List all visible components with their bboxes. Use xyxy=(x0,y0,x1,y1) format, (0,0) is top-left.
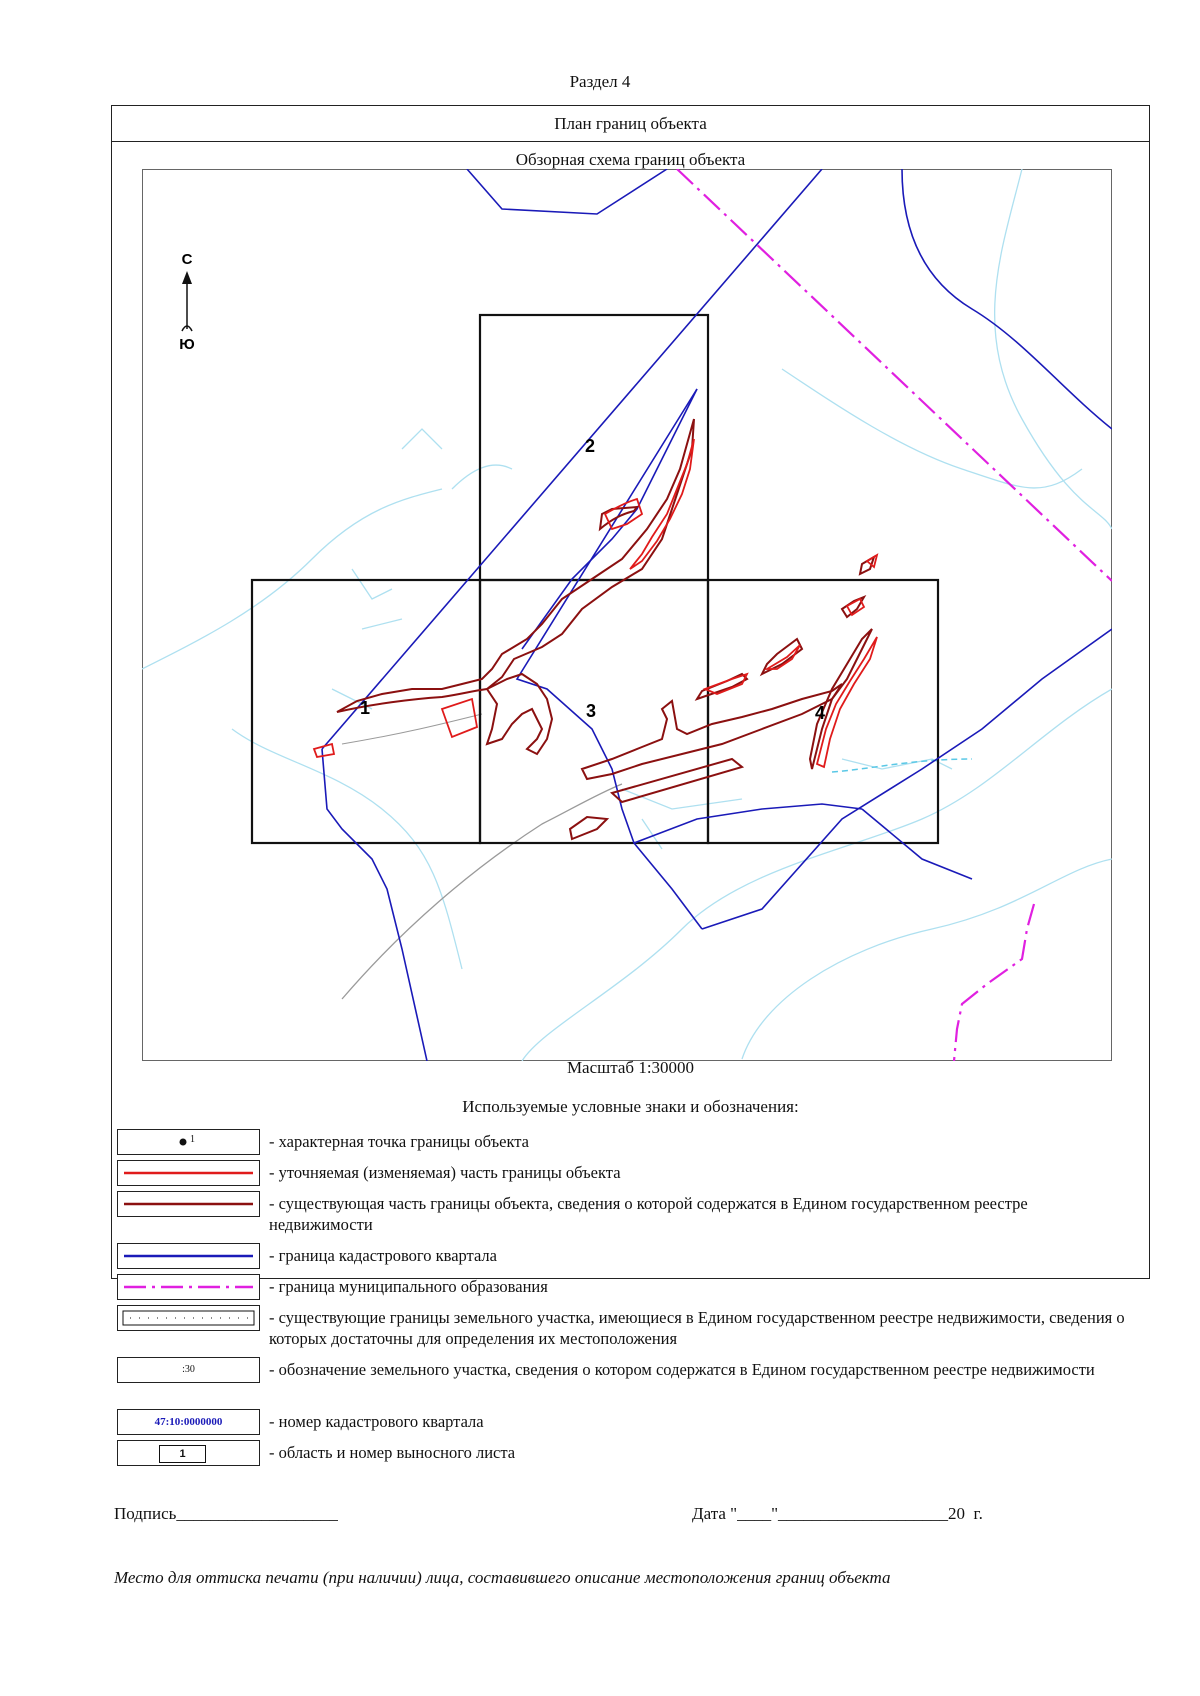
map-subtitle: Обзорная схема границ объекта xyxy=(515,150,746,169)
legend-symbol-magenta-dashdot xyxy=(117,1274,260,1300)
legend-title: Используемые условные знаки и обозначения: xyxy=(462,1097,799,1116)
sheet-number-2: 2 xyxy=(585,436,596,456)
legend-symbol-darkred-line xyxy=(117,1191,260,1217)
legend-text: - существующая часть границы объекта, сведения о которой содержатся в Едином государственном реестре недвижимости xyxy=(269,1194,1028,1234)
legend-parcel-label: :30 xyxy=(182,1364,195,1375)
legend-symbol-red-line xyxy=(117,1160,260,1186)
sheet-number-1: 1 xyxy=(360,698,371,718)
plan-frame xyxy=(111,105,1150,1587)
legend-text: - область и номер выносного листа xyxy=(269,1443,516,1462)
stamp-note: Место для оттиска печати (при наличии) лица, составившего описание местоположения границ объекта xyxy=(114,1568,891,1587)
sheet-number-4: 4 xyxy=(815,703,826,723)
legend-text: - уточняемая (изменяемая) часть границы объекта xyxy=(269,1163,621,1182)
legend-text: - существующие границы земельного участка, имеющиеся в Едином государственном реестре недвижимости, сведения о которых достаточны для определения их местоположения xyxy=(269,1308,1125,1348)
legend-symbol-point xyxy=(117,1129,260,1155)
signature-line: Подпись___________________ xyxy=(114,1504,338,1523)
legend-point-number: 1 xyxy=(190,1134,195,1145)
legend-text: - характерная точка границы объекта xyxy=(269,1132,529,1151)
legend-text: - номер кадастрового квартала xyxy=(269,1412,484,1431)
plan-header: План границ объекта xyxy=(112,106,1149,142)
legend-symbol-sheet-number xyxy=(117,1440,260,1466)
sheet-number-3: 3 xyxy=(586,701,597,721)
legend-text: - граница кадастрового квартала xyxy=(269,1246,497,1265)
map-scale: Масштаб 1:30000 xyxy=(566,1058,695,1077)
map-border xyxy=(143,170,1112,1061)
section-title: Раздел 4 xyxy=(569,72,631,91)
legend-quarter-number: 47:10:0000000 xyxy=(154,1416,223,1428)
legend-text: - обозначение земельного участка, сведения о котором содержатся в Едином государственном реестре недвижимости xyxy=(269,1360,1095,1379)
legend-symbol-quarter-number xyxy=(117,1409,260,1435)
overview-map xyxy=(142,169,1112,1061)
legend-symbol-parcel-label xyxy=(117,1357,260,1383)
south-label: Ю xyxy=(179,336,195,353)
date-line: Дата "____"____________________20 г. xyxy=(692,1504,983,1523)
legend-text: - граница муниципального образования xyxy=(269,1277,548,1296)
legend-symbol-dotted-rect xyxy=(117,1305,260,1331)
north-label: С xyxy=(181,251,193,268)
legend-sheet-number: 1 xyxy=(159,1445,206,1463)
legend-symbol-blue-line xyxy=(117,1243,260,1269)
